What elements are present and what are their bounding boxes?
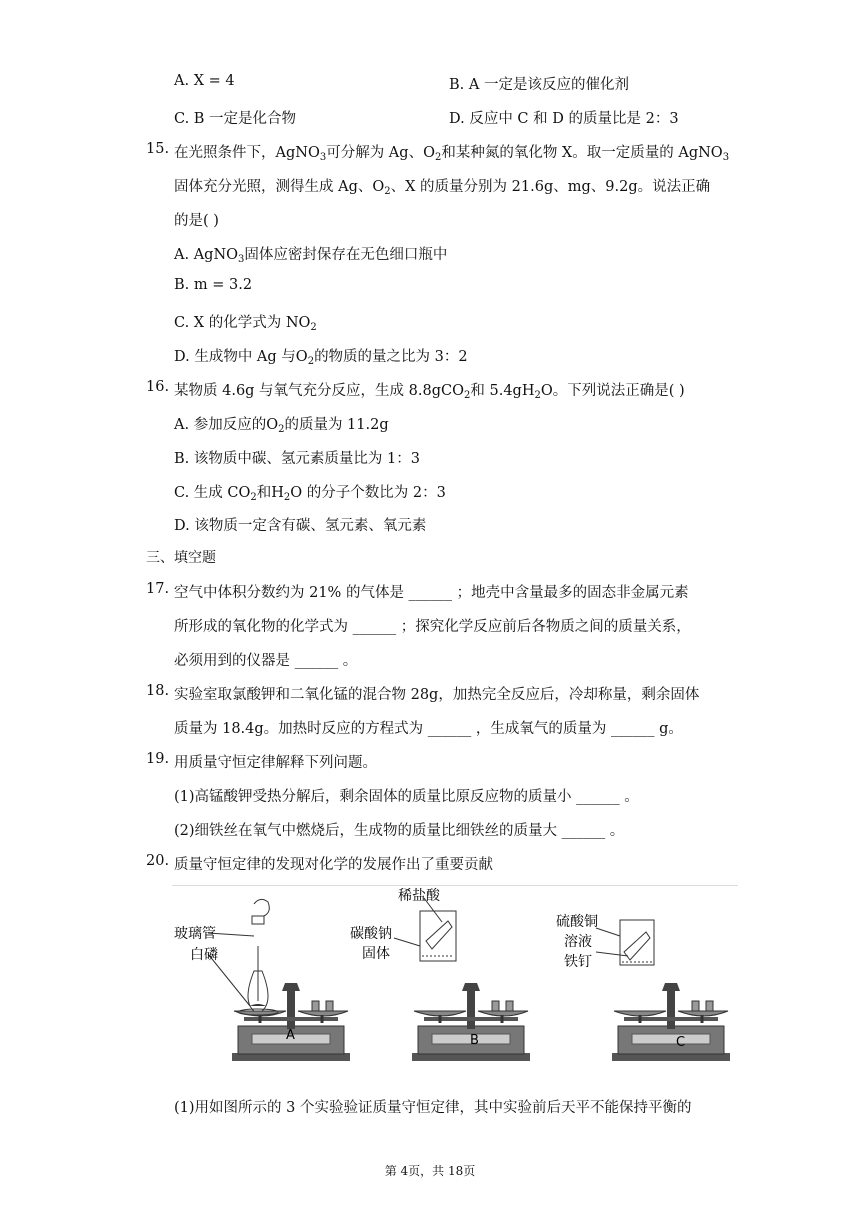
q17-line2: 所形成的氧化物的化学式为 ______ ；探究化学反应前后各物质之间的质量关系， <box>174 619 691 635</box>
fig-b-label-hydrochloric-acid: 稀盐酸 <box>398 888 440 904</box>
fig-c-label-copper-sulfate: 硫酸铜 <box>556 914 598 930</box>
q20-line1: 质量守恒定律的发现对化学的发展作出了重要贡献 <box>174 857 493 873</box>
q16-option-b: B. 该物质中碳、氢元素质量比为 1：3 <box>174 451 420 467</box>
balance-figure-svg <box>172 886 738 1061</box>
q15-stem-line2: 固体充分光照，测得生成 Ag、$O_2$、X 的质量分别为 21.6g、mg、9.2g。说法正确 <box>174 179 711 197</box>
fig-c-caption: C <box>676 1035 686 1050</box>
q20-sub1: (1)用如图所示的 3 个实验验证质量守恒定律，其中实验前后天平不能保持平衡的 <box>174 1100 692 1116</box>
page-footer: 第 4页，共 18页 <box>384 1164 476 1178</box>
q16-option-c: C. 生成 $CO_2$和$H_2O$ 的分子个数比为 2：3 <box>174 485 446 503</box>
q18-line2: 质量为 18.4g。加热时反应的方程式为 ______ ，生成氧气的质量为 ______ g。 <box>174 721 683 737</box>
fig-b-caption: B <box>470 1033 479 1048</box>
q19-number: 19. <box>146 751 170 767</box>
q16-option-a: A. 参加反应的$O_2$的质量为 11.2g <box>174 417 389 435</box>
q18-line1: 实验室取氯酸钾和二氧化锰的混合物 28g，加热完全反应后，冷却称量，剩余固体 <box>174 687 700 703</box>
fig-b-label-sodium-carbonate: 碳酸钠 <box>350 926 392 942</box>
fig-a-label-glass-tube: 玻璃管 <box>174 926 216 942</box>
q15-stem-line1: 在光照条件下，AgNO$_3$可分解为 Ag、$O_2$和某种氮的氧化物 X。取一定质量的 AgNO$_3$ <box>174 145 730 163</box>
q19-sub1: (1)高锰酸钾受热分解后，剩余固体的质量比原反应物的质量小 ______ 。 <box>174 789 639 805</box>
q19-line1: 用质量守恒定律解释下列问题。 <box>174 755 377 771</box>
q15-option-b: B. m = 3.2 <box>174 277 253 293</box>
q15-option-c: C. X 的化学式为 $NO_2$ <box>174 315 317 333</box>
q15-option-a: A. AgNO$_3$固体应密封保存在无色细口瓶中 <box>174 247 448 265</box>
balance-a <box>174 899 350 1061</box>
q14-option-a: A. X = 4 <box>174 73 235 89</box>
q14-option-b: B. A 一定是该反应的催化剂 <box>449 77 629 93</box>
q14-option-d: D. 反应中 C 和 D 的质量比是 2：3 <box>449 111 679 127</box>
q15-number: 15. <box>146 141 170 157</box>
q17-number: 17. <box>146 581 170 597</box>
q16-number: 16. <box>146 379 170 395</box>
fig-c-label-solution: 溶液 <box>564 934 592 950</box>
fig-c-label-iron-nail: 铁钉 <box>564 954 592 970</box>
q17-line3: 必须用到的仪器是 ______ 。 <box>174 653 358 669</box>
fig-a-caption: A <box>286 1028 295 1043</box>
balance-c <box>556 913 730 1061</box>
q20-number: 20. <box>146 853 170 869</box>
fig-b-label-solid: 固体 <box>362 946 390 962</box>
balance-b <box>350 887 530 1061</box>
q15-stem-line3: 的是( ) <box>174 213 219 229</box>
q16-stem: 某物质 4.6g 与氧气充分反应，生成 8.8gCO$_2$和 $5.4gH_2O$。下列说法正确是( ) <box>174 383 685 401</box>
q14-option-c: C. B 一定是化合物 <box>174 111 297 127</box>
section-heading: 三、填空题 <box>146 550 216 566</box>
fig-a-label-white-phosphorus: 白磷 <box>190 947 218 963</box>
q18-number: 18. <box>146 683 170 699</box>
q15-option-d: D. 生成物中 Ag 与$O_2$的物质的量之比为 3：2 <box>174 349 468 367</box>
q17-line1: 空气中体积分数约为 21% 的气体是 ______ ；地壳中含量最多的固态非金属元素 <box>174 585 689 601</box>
balance-experiments-figure <box>172 885 738 1061</box>
q16-option-d: D. 该物质一定含有碳、氢元素、氧元素 <box>174 518 427 534</box>
q19-sub2: (2)细铁丝在氧气中燃烧后，生成物的质量比细铁丝的质量大 ______ 。 <box>174 823 625 839</box>
